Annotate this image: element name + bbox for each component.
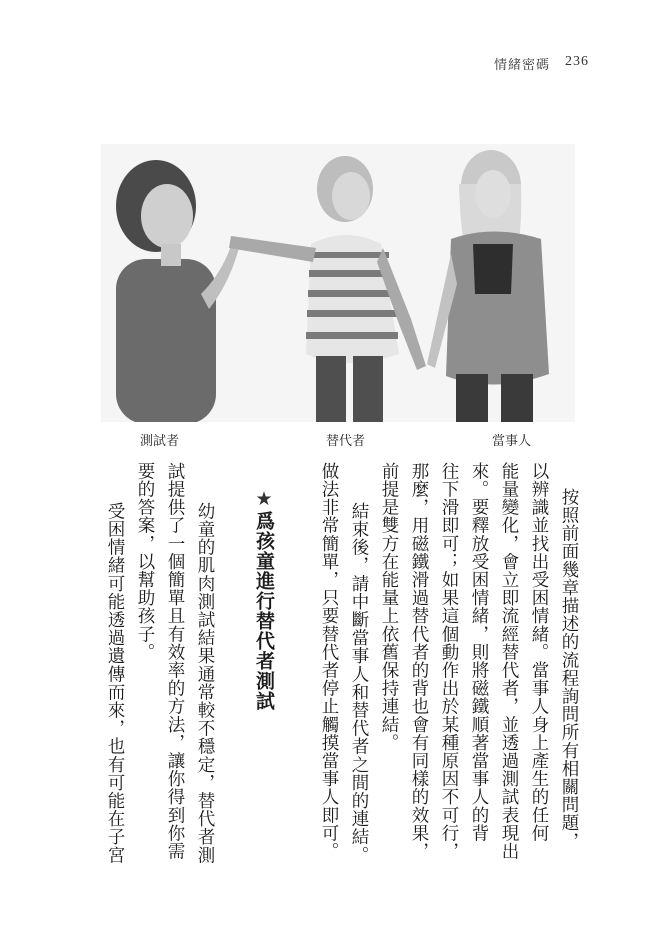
surrogate-testing-illustration bbox=[101, 144, 575, 422]
text-column: 前提是雙方在能量上依舊保持連結。 bbox=[379, 462, 399, 752]
text-column: 能量變化，會立即流經替代者，並透過測試表現出 bbox=[499, 462, 519, 861]
text-column: 那麼，用磁鐵滑過替代者的背也會有同樣的效果， bbox=[409, 462, 429, 861]
page-number: 236 bbox=[565, 54, 589, 69]
text-column: 試提供了一個簡單且有效率的方法，讓你得到你需 bbox=[165, 462, 185, 861]
text-column: 受困情緒可能透過遺傳而來，也有可能在子宮 bbox=[105, 502, 125, 864]
text-column: 做法非常簡單，只要替代者停止觸摸當事人即可。 bbox=[319, 462, 339, 861]
body-text bbox=[96, 462, 582, 864]
text-column: 要的答案，以幫助孩子。 bbox=[135, 462, 155, 662]
text-column: 以辨識並找出受困情緒。當事人身上產生的任何 bbox=[529, 462, 549, 843]
text-column: 幼童的肌肉測試結果通常較不穩定，替代者測 bbox=[195, 502, 215, 864]
section-heading-text: 爲孩童進行替代者測試 bbox=[253, 511, 275, 711]
section-heading bbox=[250, 488, 278, 711]
star-icon: ★ bbox=[253, 488, 275, 511]
caption-subject: 當事人 bbox=[492, 434, 532, 449]
running-header bbox=[470, 54, 620, 74]
text-column: 結束後，請中斷當事人和替代者之間的連結。 bbox=[349, 502, 369, 864]
caption-surrogate: 替代者 bbox=[326, 434, 366, 449]
text-column: 往下滑即可；如果這個動作出於某種原因不可行， bbox=[439, 462, 459, 861]
book-title: 情緒密碼 bbox=[494, 58, 551, 73]
caption-tester: 測試者 bbox=[140, 434, 180, 449]
text-column: 來。要釋放受困情緒，則將磁鐵順著當事人的背 bbox=[469, 462, 489, 843]
text-column: 按照前面幾章描述的流程詢問所有相關問題， bbox=[559, 488, 579, 850]
illustration-photo bbox=[101, 144, 575, 422]
